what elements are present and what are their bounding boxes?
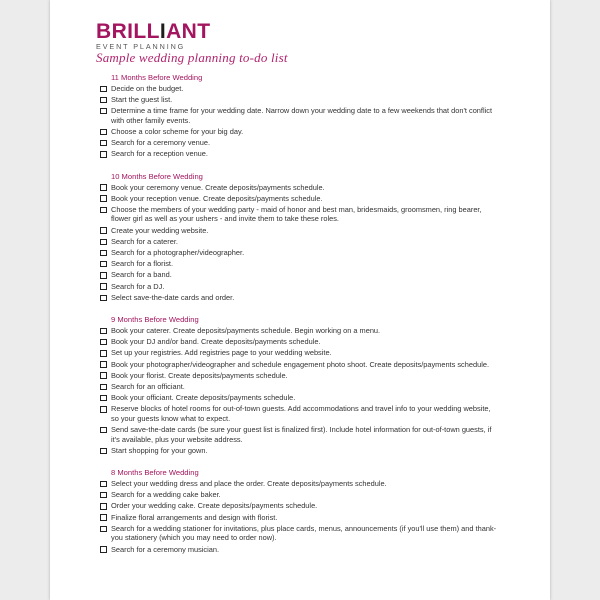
brand-logo [96,21,210,51]
brand-tagline: EVENT PLANNING [96,42,186,51]
checkbox[interactable] [100,108,107,115]
checklist-item [100,281,500,292]
checkbox[interactable] [100,184,107,191]
checkbox[interactable] [100,350,107,357]
section-heading: 10 Months Before Wedding [111,171,203,181]
checklist-item [100,523,500,544]
checklist-item-text: Search for a florist. [111,259,174,269]
checklist-item [100,512,500,523]
checklist-item [100,544,500,555]
checklist-item-text: Select your wedding dress and place the order. Create deposits/payments schedule. [111,479,387,489]
checklist-item-text: Search for a band. [111,270,172,280]
checklist-item-text: Decide on the budget. [111,83,184,93]
checklist-item-text: Finalize floral arrangements and design with florist. [111,512,278,522]
checklist-item [100,193,500,204]
checkbox[interactable] [100,492,107,499]
checklist-item [100,336,500,347]
checklist-item [100,236,500,247]
checklist-item [100,258,500,269]
checkbox[interactable] [100,328,107,335]
checkbox[interactable] [100,514,107,521]
checklist-item-text: Book your caterer. Create deposits/payments schedule. Begin working on a menu. [111,325,381,335]
checklist-item-text: Select save-the-date cards and order. [111,292,235,302]
checklist-item [100,149,500,160]
checkbox[interactable] [100,207,107,214]
checklist-section [100,314,500,456]
checklist-item [100,270,500,281]
checklist-item-text: Search for a ceremony venue. [111,138,211,148]
checklist-item-text: Search for a photographer/videographer. [111,248,245,258]
checklist-item [100,126,500,137]
checklist-item-text: Search for a reception venue. [111,149,208,159]
checkbox[interactable] [100,384,107,391]
checklist-item-text: Start the guest list. [111,94,173,104]
checkbox[interactable] [100,140,107,147]
section-heading: 11 Months Before Wedding [111,73,203,82]
checklist-item [100,478,500,489]
checkbox[interactable] [100,250,107,257]
brand-name: BRILLIANT [96,20,211,43]
checklist-item-text: Book your photographer/videographer and schedule engagement photo shoot. Create deposits/payments schedule. [111,359,489,369]
checkbox[interactable] [100,295,107,302]
checklist-item [100,137,500,148]
checkbox[interactable] [100,448,107,455]
checklist-item [100,225,500,236]
checkbox[interactable] [100,503,107,510]
section-heading: 8 Months Before Wedding [111,468,199,478]
checklist-item [100,359,500,370]
checklist-item [100,392,500,403]
section-heading: 9 Months Before Wedding [111,315,199,325]
checklist-item-text: Book your officiant. Create deposits/payments schedule. [111,393,296,403]
checklist-item-text: Set up your registries. Add registries page to your wedding website. [111,348,332,358]
checkbox[interactable] [100,339,107,346]
checkbox[interactable] [100,546,107,553]
checklist-item [100,501,500,512]
checklist-section [100,467,500,555]
checklist-item [100,204,500,225]
checklist-item [100,381,500,392]
checklist-item-text: Search for a ceremony musician. [111,544,220,554]
checklist-item-text: Start shopping for your gown. [111,445,208,455]
checkbox[interactable] [100,372,107,379]
checklist-item-text: Send save-the-date cards (be sure your guest list is finalized first). Include hotel information for out-of-town guests, if it's available, plus your website address. [111,425,492,444]
checkbox[interactable] [100,129,107,136]
checklist-section [100,72,500,160]
checkbox[interactable] [100,261,107,268]
checklist-item-text: Determine a time frame for your wedding date. Narrow down your wedding date to a few weekends that don't conflict with other family events. [111,106,492,125]
checklist-item [100,105,500,126]
checkbox[interactable] [100,361,107,368]
checkbox[interactable] [100,406,107,413]
checklist-item-text: Search for a wedding cake baker. [111,490,221,500]
checklist-item-text: Choose the members of your wedding party - maid of honor and best man, bridesmaids, groomsmen, ring bearer, flower girl as well as your ushers - and invite them to take these roles. [111,204,482,224]
checkbox[interactable] [100,481,107,488]
document-page [50,0,550,600]
checklist-item-text: Book your reception venue. Create deposits/payments schedule. [111,193,323,203]
checkbox[interactable] [100,427,107,434]
checkbox[interactable] [100,395,107,402]
checkbox[interactable] [100,283,107,290]
checklist-item-text: Search for an officiant. [111,381,185,391]
checklist-item-text: Search for a DJ. [111,281,165,291]
checklist-content [100,72,500,566]
document-subtitle: Sample wedding planning to-do list [96,50,288,65]
checkbox[interactable] [100,151,107,158]
checklist-item-text: Search for a wedding stationer for invitations, plus place cards, menus, announcements (if you'll use them) and thank-you stationery (which you may need to order now). [111,523,497,543]
checklist-item [100,370,500,381]
checklist-item [100,94,500,105]
checklist-item-text: Book your florist. Create deposits/payments schedule. [111,370,288,380]
checkbox[interactable] [100,86,107,93]
checklist-item [100,247,500,258]
checklist-item-text: Create your wedding website. [111,225,209,235]
checkbox[interactable] [100,272,107,279]
checklist-item [100,489,500,500]
checklist-item [100,182,500,193]
checklist-item-text: Search for a caterer. [111,236,178,246]
checklist-section [100,171,500,303]
checklist-item-text: Reserve blocks of hotel rooms for out-of-town guests. Add accommodations and travel info to your wedding website, so your guests know what to expect. [111,404,491,423]
checklist-item [100,404,500,425]
checkbox[interactable] [100,97,107,104]
checkbox[interactable] [100,195,107,202]
checklist-item-text: Book your ceremony venue. Create deposits/payments schedule. [111,182,325,192]
checkbox[interactable] [100,227,107,234]
checkbox[interactable] [100,239,107,246]
checklist-item [100,445,500,456]
checkbox[interactable] [100,526,107,533]
checklist-item [100,325,500,336]
checklist-item [100,348,500,359]
checklist-item [100,424,500,445]
checklist-item-text: Order your wedding cake. Create deposits/payments schedule. [111,501,318,511]
checklist-item-text: Book your DJ and/or band. Create deposits/payments schedule. [111,337,321,347]
checklist-item [100,292,500,303]
checklist-item-text: Choose a color scheme for your big day. [111,126,244,136]
checklist-item [100,83,500,94]
